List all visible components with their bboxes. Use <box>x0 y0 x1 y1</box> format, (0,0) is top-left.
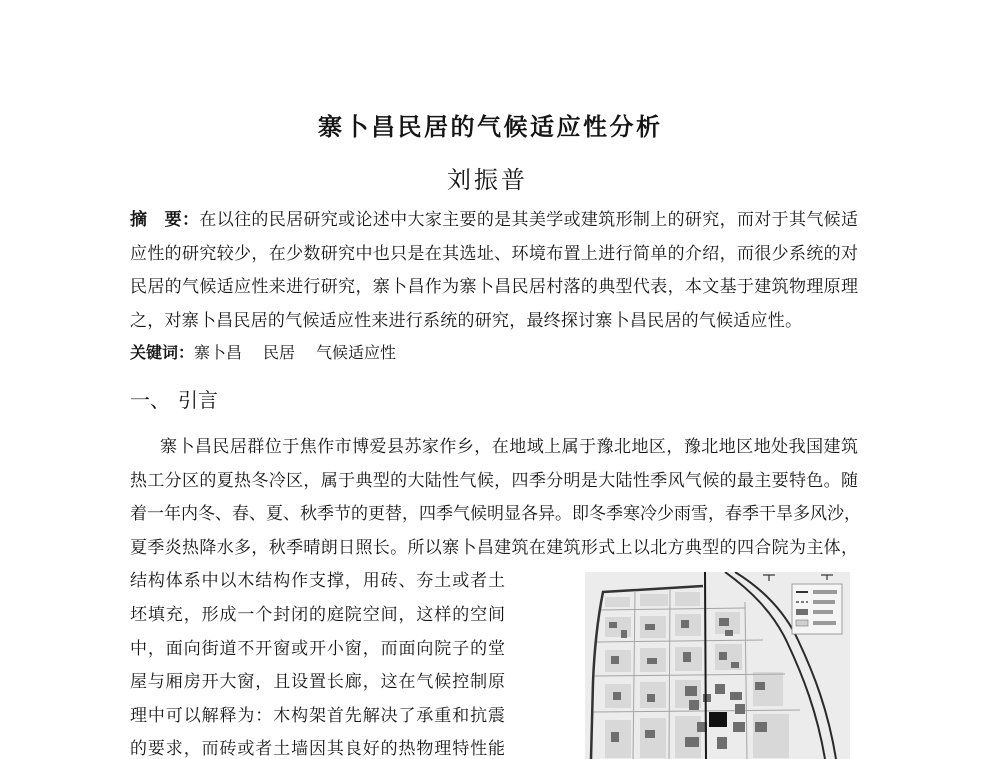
dark-courtyard-block <box>709 712 727 727</box>
section-title: 引言 <box>178 388 218 412</box>
abstract-label: 摘 要： <box>130 210 200 230</box>
keywords-label: 关键词： <box>130 343 195 362</box>
abstract-line <box>130 211 858 229</box>
keyword: 民居 <box>263 343 296 362</box>
keyword: 寨卜昌 <box>194 343 243 362</box>
body-line: 坯填充，形成一个封闭的庭院空间，这样的空间 <box>130 604 505 625</box>
abstract <box>130 211 858 330</box>
body-line: 的要求，而砖或者土墙因其良好的热物理特性能 <box>130 739 505 759</box>
abstract-line: 之，对寨卜昌民居的气候适应性来进行系统的研究，最终探讨寨卜昌民居的气候适应性。 <box>130 310 802 331</box>
paper-title: 寨卜昌民居的气候适应性分析 <box>318 113 660 141</box>
village-map-figure <box>585 572 850 759</box>
abstract-text: 在以往的民居研究或论述中大家主要的是其美学或建筑形制上的研究，而对于其气候适 <box>199 210 859 230</box>
body-line: 热工分区的夏热冬冷区，属于典型的大陆性气候，四季分明是大陆性季风气候的最主要特色。随 <box>130 470 858 491</box>
abstract-line: 应性的研究较少，在少数研究中也只是在其选址、环境布置上进行简单的介绍，而很少系统的对 <box>130 243 858 264</box>
body-line: 中，面向街道不开窗或开小窗，而面向院子的堂 <box>130 638 505 659</box>
keywords <box>130 344 396 362</box>
map-legend <box>792 584 842 634</box>
keyword: 气候适应性 <box>316 343 397 362</box>
author-name: 刘振普 <box>447 166 525 194</box>
body-line: 结构体系中以木结构作支撑，用砖、夯土或者土 <box>130 571 505 592</box>
body-line: 寨卜昌民居群位于焦作市博爱县苏家作乡，在地域上属于豫北地区，豫北地区地处我国建筑 <box>160 437 858 457</box>
body-line: 屋与厢房开大窗，且设置长廊，这在气候控制原 <box>130 672 505 693</box>
body-line: 着一年内冬、春、夏、秋季节的更替，四季气候明显各异。即冬季寒冷少雨雪，春季干旱多风沙， <box>130 504 861 525</box>
section-heading <box>130 389 218 411</box>
body-line: 理中可以解释为：木构架首先解决了承重和抗震 <box>130 705 505 726</box>
body-line: 夏季炎热降水多，秋季晴朗日照长。所以寨卜昌建筑在建筑形式上以北方典型的四合院为主体， <box>130 537 858 558</box>
section-number: 一、 <box>130 388 170 412</box>
main-road <box>705 572 706 759</box>
abstract-line: 民居的气候适应性来进行研究，寨卜昌作为寨卜昌民居村落的典型代表，本文基于建筑物理原理 <box>130 277 858 297</box>
